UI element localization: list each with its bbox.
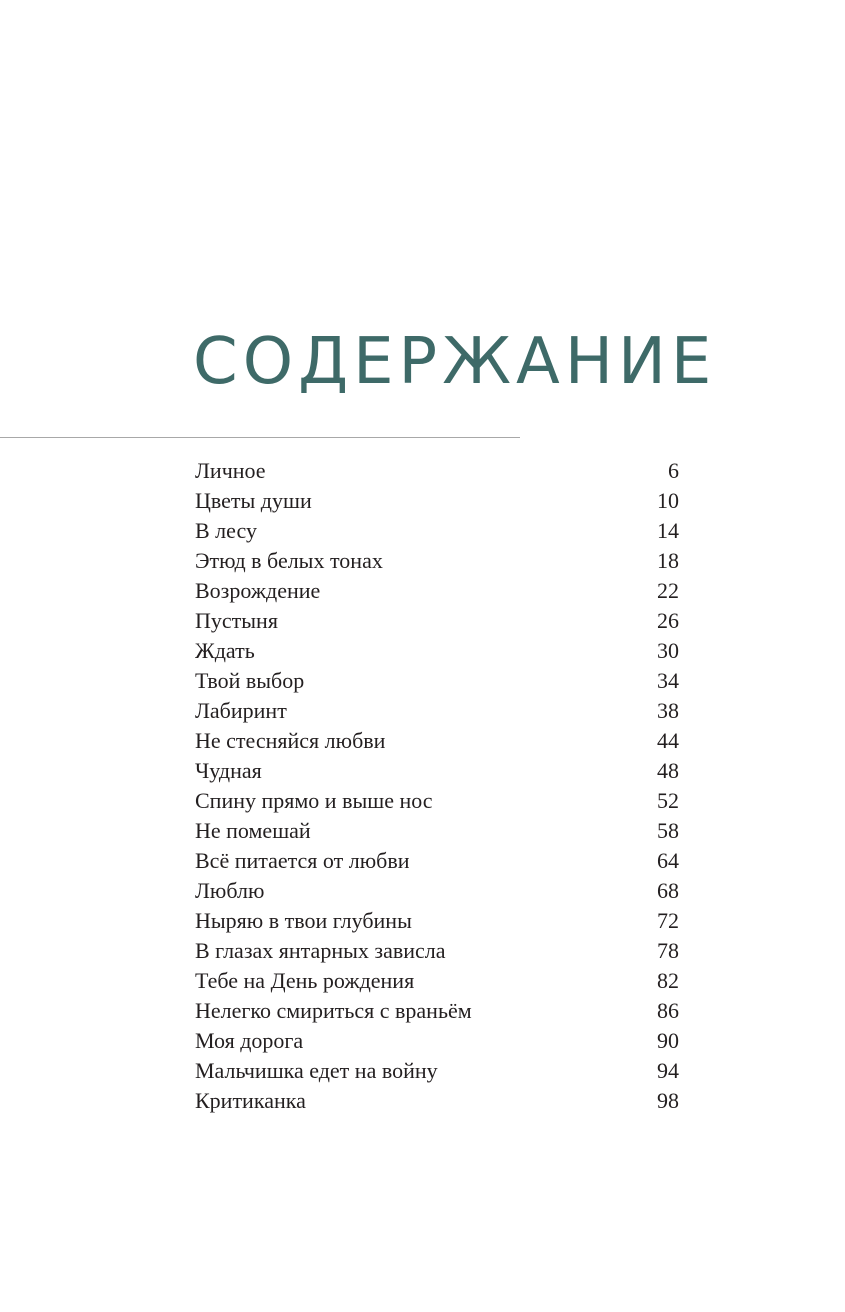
toc-entry [195, 816, 679, 846]
toc-entry [195, 666, 679, 696]
toc-entry-title: Нелегко смириться с враньём [195, 998, 472, 1023]
toc-entry-page-number: 94 [657, 1058, 679, 1083]
toc-entry-page-number: 64 [657, 848, 679, 873]
toc-entry-title: Цветы души [195, 488, 312, 513]
toc-entry-title: Лабиринт [195, 698, 287, 723]
toc-entry [195, 606, 679, 636]
toc-entry-page-number: 30 [657, 638, 679, 663]
toc-entry-title: Ждать [195, 638, 255, 663]
toc-entry-page-number: 10 [657, 488, 679, 513]
toc-entry [195, 696, 679, 726]
toc-entry [195, 756, 679, 786]
toc-entry-title: Возрождение [195, 578, 321, 603]
toc-entry [195, 576, 679, 606]
toc-entry-page-number: 82 [657, 968, 679, 993]
toc-entry-title: Не помешай [195, 818, 311, 843]
toc-entry-page-number: 48 [657, 758, 679, 783]
toc-entry-page-number: 38 [657, 698, 679, 723]
toc-entry [195, 876, 679, 906]
toc-list [195, 456, 679, 1116]
toc-entry-title: В глазах янтарных зависла [195, 938, 446, 963]
page-title: СОДЕРЖАНИЕ [193, 325, 717, 399]
title-divider [0, 437, 520, 438]
toc-entry [195, 1026, 679, 1056]
toc-entry-page-number: 58 [657, 818, 679, 843]
toc-entry-page-number: 72 [657, 908, 679, 933]
toc-entry [195, 786, 679, 816]
toc-entry-title: Не стесняйся любви [195, 728, 386, 753]
toc-entry-page-number: 44 [657, 728, 679, 753]
toc-entry [195, 966, 679, 996]
toc-entry-page-number: 68 [657, 878, 679, 903]
toc-entry-title: Ныряю в твои глубины [195, 908, 412, 933]
toc-entry-page-number: 14 [657, 518, 679, 543]
toc-entry-title: Люблю [195, 878, 265, 903]
toc-entry [195, 996, 679, 1026]
toc-entry-page-number: 34 [657, 668, 679, 693]
toc-entry-page-number: 98 [657, 1088, 679, 1113]
toc-entry-page-number: 6 [668, 458, 679, 483]
toc-entry-title: В лесу [195, 518, 257, 543]
toc-entry-page-number: 86 [657, 998, 679, 1023]
toc-entry-title: Личное [195, 458, 266, 483]
toc-entry-page-number: 52 [657, 788, 679, 813]
toc-entry-page-number: 78 [657, 938, 679, 963]
toc-entry-title: Тебе на День рождения [195, 968, 415, 993]
toc-entry-title: Этюд в белых тонах [195, 548, 383, 573]
toc-entry-title: Чудная [195, 758, 262, 783]
toc-entry [195, 516, 679, 546]
toc-entry [195, 1086, 679, 1116]
toc-entry-title: Моя дорога [195, 1028, 304, 1053]
toc-entry [195, 636, 679, 666]
toc-entry-title: Всё питается от любви [195, 848, 410, 873]
toc-entry-title: Спину прямо и выше нос [195, 788, 433, 813]
toc-entry [195, 486, 679, 516]
toc-entry-page-number: 26 [657, 608, 679, 633]
toc-entry-page-number: 18 [657, 548, 679, 573]
toc-entry-title: Критиканка [195, 1088, 306, 1113]
toc-entry [195, 546, 679, 576]
toc-entry [195, 906, 679, 936]
toc-entry [195, 456, 679, 486]
toc-entry-title: Мальчишка едет на войну [195, 1058, 438, 1083]
toc-entry-title: Пустыня [195, 608, 278, 633]
toc-entry-title: Твой выбор [195, 668, 305, 693]
toc-entry [195, 846, 679, 876]
toc-entry [195, 1056, 679, 1086]
toc-entry-page-number: 90 [657, 1028, 679, 1053]
toc-entry-page-number: 22 [657, 578, 679, 603]
toc-entry [195, 726, 679, 756]
toc-entry [195, 936, 679, 966]
